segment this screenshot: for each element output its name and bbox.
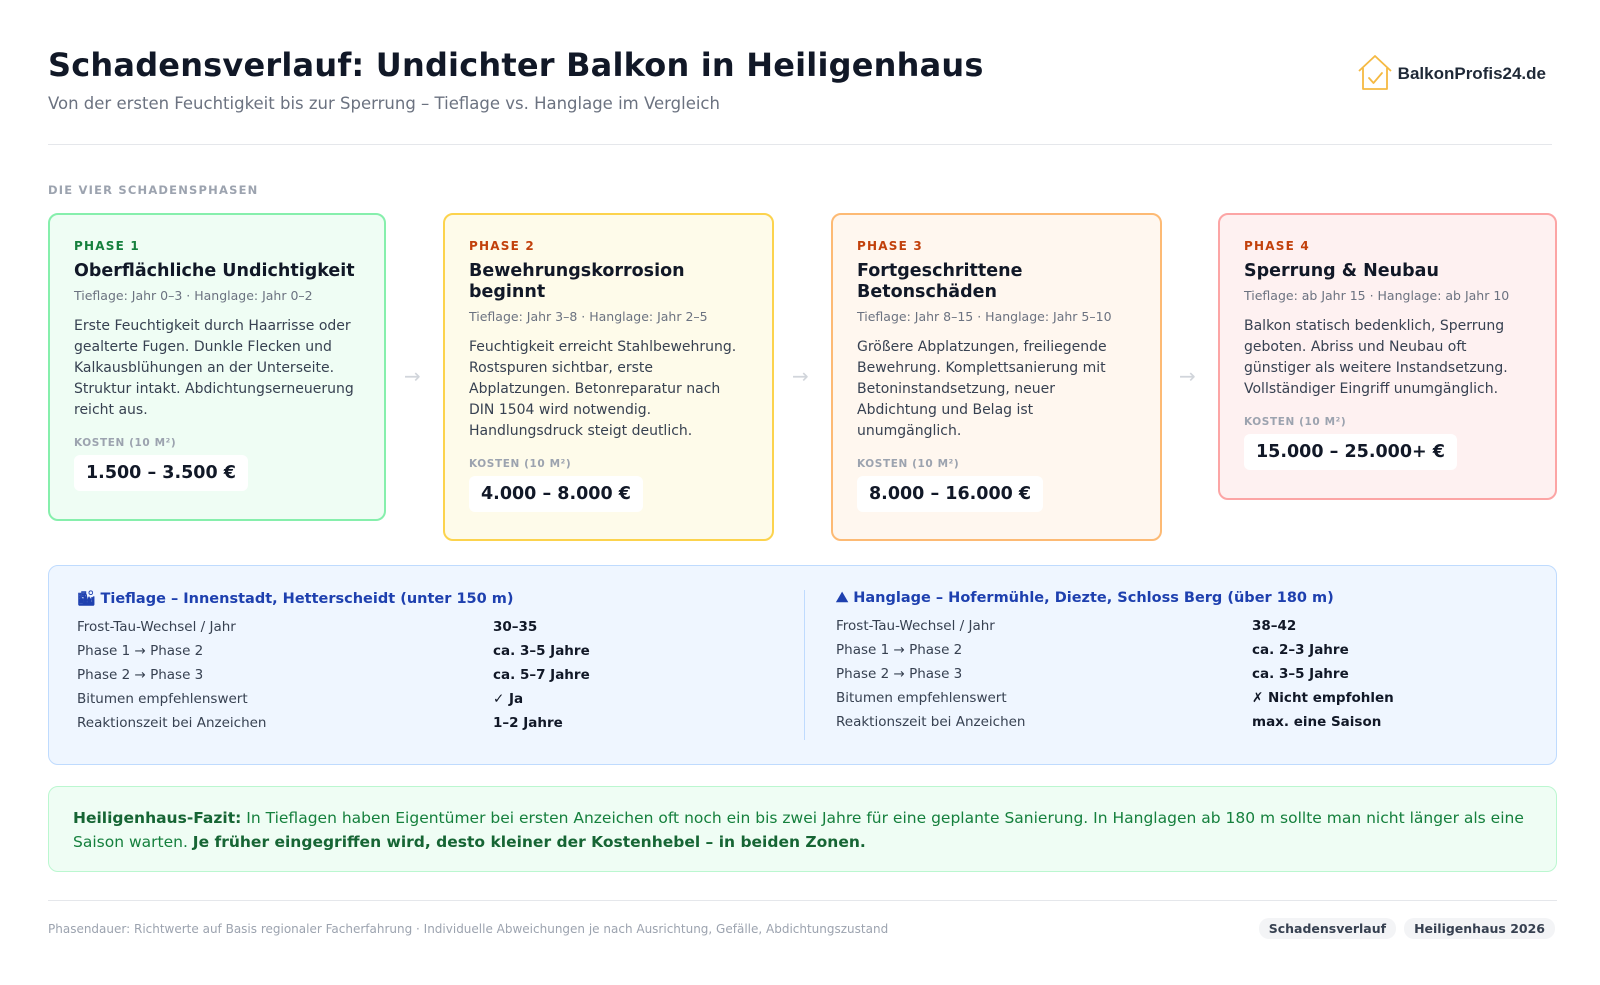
phase-description: Balkon statisch bedenklich, Sperrung geboten. Abriss und Neubau oft günstiger als weitere Instandsetzung. Vollständiger Eingriff unumgänglich. (1244, 318, 1508, 397)
comparison-title-text: Hanglage – Hofermühle, Diezte, Schloss Berg (über 180 m) (853, 590, 1334, 606)
row-key: Reaktionszeit bei Anzeichen (77, 715, 267, 731)
row-key: Bitumen empfehlenswert (77, 691, 248, 707)
comparison-row (77, 615, 757, 639)
row-value: ✗ Nicht empfohlen (1252, 690, 1394, 706)
comparison-title (836, 590, 1516, 606)
row-value: ca. 3–5 Jahre (493, 643, 590, 659)
phase-description: Feuchtigkeit erreicht Stahlbewehrung. Rostspuren sichtbar, erste Abplatzungen. Betonreparatur nach DIN 1504 wird notwendig. Handlungsdruck steigt deutlich. (469, 339, 737, 439)
row-value: ✓ Ja (493, 691, 524, 707)
phase-title: Sperrung & Neubau (1244, 261, 1439, 281)
phase-card-2 (443, 213, 774, 541)
phase-duration: Tieflage: ab Jahr 15 · Hanglage: ab Jahr 10 (1244, 288, 1510, 303)
city-icon: 🏙 (77, 591, 96, 607)
row-key: Phase 2 → Phase 3 (77, 667, 204, 683)
arrow-right-icon: → (1179, 364, 1196, 388)
section-label: DIE VIER SCHADENSPHASEN (48, 183, 259, 197)
row-key: Phase 1 → Phase 2 (836, 642, 963, 658)
cost-value: 8.000 – 16.000 € (857, 476, 1043, 512)
cost-value: 15.000 – 25.000+ € (1244, 434, 1457, 470)
phase-number: PHASE 4 (1244, 239, 1310, 253)
page-subtitle: Von der ersten Feuchtigkeit bis zur Sperrung – Tieflage vs. Hanglage im Vergleich (48, 94, 720, 113)
footer-note: Phasendauer: Richtwerte auf Basis regionaler Facherfahrung · Individuelle Abweichungen je nach Ausrichtung, Gefälle, Abdichtungszustand (48, 922, 889, 936)
comparison-row (77, 687, 757, 711)
cost-label: KOSTEN (10 M²) (1244, 416, 1347, 428)
phase-duration: Tieflage: Jahr 8–15 · Hanglage: Jahr 5–10 (857, 309, 1112, 324)
phase-card-1 (48, 213, 386, 521)
phase-duration: Tieflage: Jahr 0–3 · Hanglage: Jahr 0–2 (74, 288, 313, 303)
logo[interactable] (1356, 52, 1546, 96)
phase-number: PHASE 3 (857, 239, 923, 253)
cost-label: KOSTEN (10 M²) (857, 458, 960, 470)
page-title: Schadensverlauf: Undichter Balkon in Heiligenhaus (48, 46, 984, 84)
comparison-title-text: Tieflage – Innenstadt, Hetterscheidt (unter 150 m) (100, 591, 514, 607)
row-key: Phase 2 → Phase 3 (836, 666, 963, 682)
row-value: ca. 2–3 Jahre (1252, 642, 1349, 658)
location-comparison (48, 565, 1557, 765)
row-key: Phase 1 → Phase 2 (77, 643, 204, 659)
phase-description: Größere Abplatzungen, freiliegende Bewehrung. Komplettsanierung mit Betoninstandsetzung, neuer Abdichtung und Belag ist unumgänglich. (857, 339, 1107, 439)
phase-card-4 (1218, 213, 1557, 500)
cost-value: 4.000 – 8.000 € (469, 476, 643, 512)
comparison-hanglage (836, 590, 1516, 734)
phase-duration: Tieflage: Jahr 3–8 · Hanglage: Jahr 2–5 (469, 309, 708, 324)
comparison-row (836, 710, 1516, 734)
comparison-row (836, 686, 1516, 710)
row-key: Frost-Tau-Wechsel / Jahr (836, 618, 995, 634)
phase-description: Erste Feuchtigkeit durch Haarrisse oder gealterte Fugen. Dunkle Flecken und Kalkausblühungen an der Unterseite. Struktur intakt. Abdichtungserneuerung reicht aus. (74, 318, 354, 418)
comparison-row (77, 639, 757, 663)
tag[interactable]: Heiligenhaus 2026 (1404, 918, 1555, 939)
conclusion-box (48, 786, 1557, 872)
conclusion-text: In Tieflagen haben Eigentümer bei ersten Anzeichen oft noch ein bis zwei Jahre für eine geplante Sanierung. In Hanglagen ab 180 m sollte man nicht länger als eine Saison warten. (73, 809, 1524, 851)
row-value: max. eine Saison (1252, 714, 1382, 730)
phase-title: Bewehrungskorrosion beginnt (469, 261, 685, 302)
comparison-row (836, 638, 1516, 662)
row-value: 1–2 Jahre (493, 715, 563, 731)
row-key: Frost-Tau-Wechsel / Jahr (77, 619, 236, 635)
phase-number: PHASE 2 (469, 239, 535, 253)
column-divider (804, 590, 805, 740)
tag-list (1259, 918, 1555, 939)
mountain-icon: ⛰ (836, 590, 849, 606)
row-key: Bitumen empfehlenswert (836, 690, 1007, 706)
conclusion-lead: Heiligenhaus-Fazit: (73, 809, 242, 827)
phase-title: Fortgeschrittene Betonschäden (857, 261, 1023, 302)
cost-label: KOSTEN (10 M²) (74, 437, 177, 449)
header (48, 46, 1552, 146)
row-value: ca. 5–7 Jahre (493, 667, 590, 683)
cost-label: KOSTEN (10 M²) (469, 458, 572, 470)
divider (48, 900, 1557, 901)
conclusion-emphasis: Je früher eingegriffen wird, desto kleiner der Kostenhebel – in beiden Zonen. (192, 833, 866, 851)
comparison-row (836, 662, 1516, 686)
comparison-title (77, 590, 757, 607)
phase-card-3 (831, 213, 1162, 541)
tag[interactable]: Schadensverlauf (1259, 918, 1396, 939)
phase-number: PHASE 1 (74, 239, 140, 253)
divider (48, 144, 1552, 145)
comparison-row (77, 663, 757, 687)
comparison-row (77, 711, 757, 735)
row-value: 38–42 (1252, 618, 1297, 634)
house-check-icon (1356, 52, 1394, 96)
row-value: 30–35 (493, 619, 538, 635)
logo-text: BalkonProfis24.de (1397, 64, 1546, 83)
row-key: Reaktionszeit bei Anzeichen (836, 714, 1026, 730)
comparison-row (836, 614, 1516, 638)
phase-title: Oberflächliche Undichtigkeit (74, 261, 355, 281)
cost-value: 1.500 – 3.500 € (74, 455, 248, 491)
arrow-right-icon: → (404, 364, 421, 388)
row-value: ca. 3–5 Jahre (1252, 666, 1349, 682)
arrow-right-icon: → (792, 364, 809, 388)
comparison-tieflage (77, 590, 757, 735)
